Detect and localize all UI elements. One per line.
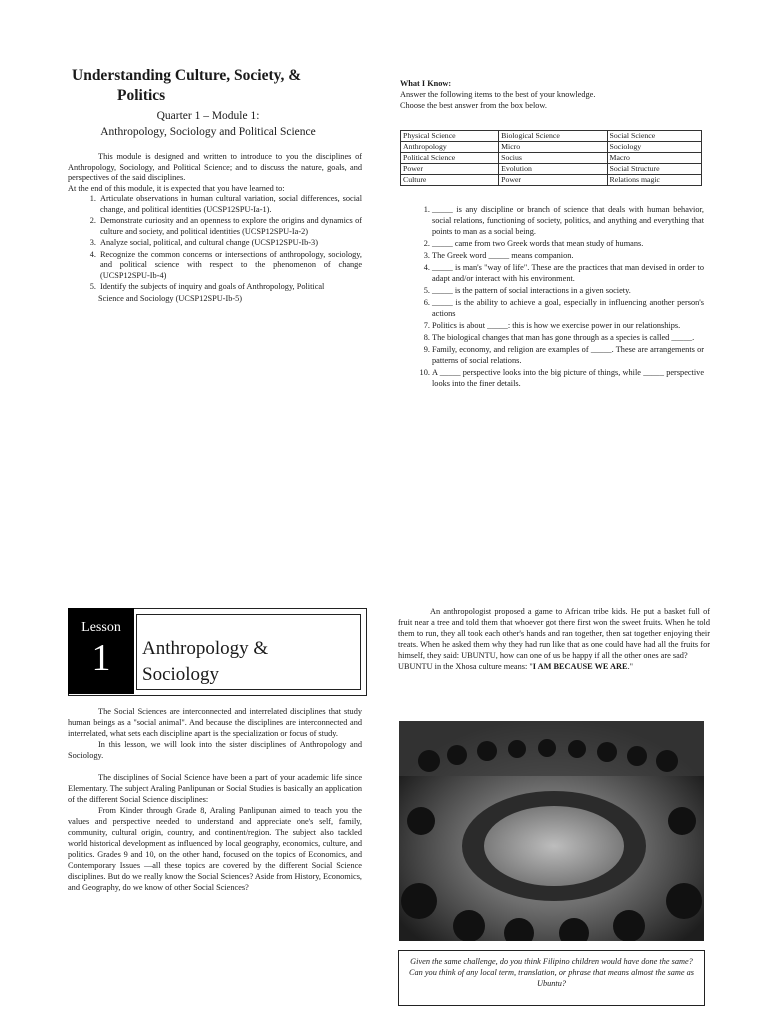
lesson-paragraph: The Social Sciences are interconnected and interrelated disciplines that study human beings as a "social animal". And because the disciplines are interconnected and interrelated, what sets each discipline apart is the specialization or focus of study. <box>68 707 362 738</box>
lesson-paragraph: The disciplines of Social Science have been a part of your academic life since Elementary. The subject Araling Panlipunan or Social Studies is basically an application of the different Social Science disciplines: <box>68 773 362 804</box>
objectives-list <box>68 194 362 293</box>
table-cell: Sociology <box>607 142 701 153</box>
objective-item: 5. Identify the subjects of inquiry and goals of Anthropology, Political <box>98 282 362 293</box>
question-item: 7. Politics is about _____: this is how we exercise power in our relationships. <box>432 320 704 331</box>
instruction-2: Choose the best answer from the box below. <box>400 101 547 110</box>
objectives-lead: At the end of this module, it is expected that you have learned to: <box>68 183 285 193</box>
objective-item: 1. Articulate observations in human cultural variation, social differences, social change, and political identities (UCSP12SPU-Ia-1). <box>98 194 362 215</box>
ubuntu-story <box>398 606 710 672</box>
intro-paragraph: This module is designed and written to introduce to you the disciplines of Anthropology, Sociology, and Political Science; and to discuss the nature, goals, and perspectives of the said disciplines. <box>68 152 362 182</box>
lesson-body <box>68 706 362 893</box>
question-item: 6. _____ is the ability to achieve a goal, especially in influencing another person's actions <box>432 297 704 319</box>
table-cell: Power <box>401 164 499 175</box>
question-item: 5. _____ is the pattern of social interactions in a given society. <box>432 285 704 296</box>
question-item: 9. Family, economy, and religion are examples of _____. These are arrangements or patterns of social relations. <box>432 344 704 366</box>
objective-tail: Science and Sociology (UCSP12SPU-Ib-5) <box>98 293 243 303</box>
quarter-label: Quarter 1 – Module 1: <box>156 110 260 122</box>
lesson-title <box>142 636 268 688</box>
question-item: 1. _____ is any discipline or branch of science that deals with human behavior, social relations, functioning of society, politics, and anything and everything that points to man as a social being. <box>432 204 704 237</box>
table-cell: Culture <box>401 175 499 186</box>
ubuntu-prefix: UBUNTU in the Xhosa culture means: " <box>398 662 533 671</box>
objective-item: 2. Demonstrate curiosity and an openness to explore the origins and dynamics of culture and society, and political identities (UCSP12SPU-Ia-2) <box>98 216 362 237</box>
table-row <box>401 153 702 164</box>
lesson-paragraph: From Kinder through Grade 8, Araling Panlipunan aimed to teach you the values and perspective needed to understand and appreciate one's self, family, community, cultural origin, country, and continent/region. The subject also tackled world historical development as influenced by local geography, economics, culture, and politics. Grades 9 and 10, on the other hand, focused on the topics of Economics, and Contemporary Issues —all these topics are covered by the different Social Science disciplines. But do we really know the Social Sciences? Aside from History, Economics, and Geography, do we know of other Social Sciences? <box>68 806 362 892</box>
table-row <box>401 131 702 142</box>
table-cell: Social Science <box>607 131 701 142</box>
photo-caption: Given the same challenge, do you think Filipino children would have done the same? Can you think of any local term, translation, or phrase that means almost the same as Ubuntu? <box>408 957 695 988</box>
table-cell: Evolution <box>499 164 607 175</box>
children-circle-photo <box>399 721 704 941</box>
what-i-know-header <box>400 78 710 111</box>
title-line-1: Understanding Culture, Society, & <box>72 67 302 84</box>
table-cell: Political Science <box>401 153 499 164</box>
table-cell: Social Structure <box>607 164 701 175</box>
table-row <box>401 164 702 175</box>
ubuntu-meaning <box>398 661 710 672</box>
table-cell: Power <box>499 175 607 186</box>
title-line-2: Politics <box>117 87 166 104</box>
story-paragraph: An anthropologist proposed a game to African tribe kids. He put a basket full of fruit near a tree and told them that whoever got there first won the sweet fruits. When he told them to run, they all took each other's hands and ran together, then sat together enjoying their treats. When he asked them why they had run like that as one could have had all the fruits for himself, they said: UBUNTU, how can one of us be happy if all the other ones are sad? <box>398 607 710 660</box>
table-cell: Physical Science <box>401 131 499 142</box>
table-cell: Micro <box>499 142 607 153</box>
questions-section <box>400 204 704 390</box>
question-item: 4. _____ is man's "way of life". These are the practices that man devised in order to adapt and/or interact with his environment. <box>432 262 704 284</box>
question-item: 8. The biological changes that man has gone through as a species is called _____. <box>432 332 704 343</box>
intro-section <box>68 152 362 304</box>
module-title <box>72 66 342 106</box>
table-row <box>401 142 702 153</box>
lesson-number-block <box>68 608 134 694</box>
objective-item: 3. Analyze social, political, and cultural change (UCSP12SPU-Ib-3) <box>98 238 362 249</box>
table-cell: Socius <box>499 153 607 164</box>
instruction-1: Answer the following items to the best of your knowledge. <box>400 90 596 99</box>
table-cell: Biological Science <box>499 131 607 142</box>
questions-list <box>400 204 704 389</box>
ubuntu-quote: I AM BECAUSE WE ARE <box>532 662 628 671</box>
photo-caption-box <box>398 950 705 1006</box>
question-item: 10. A _____ perspective looks into the big picture of things, while _____ perspective looks into the finer details. <box>432 367 704 389</box>
module-name: Anthropology, Sociology and Political Science <box>100 126 316 138</box>
table-cell: Macro <box>607 153 701 164</box>
ubuntu-suffix: ." <box>627 662 634 671</box>
lesson-title-line-1: Anthropology & <box>142 638 269 659</box>
module-subtitle <box>68 108 348 140</box>
objective-item: 4. Recognize the common concerns or intersections of anthropology, sociology, and political science with respect to the phenomenon of change (UCSP12SPU-Ib-4) <box>98 250 362 282</box>
question-item: 3. The Greek word _____ means companion. <box>432 250 704 261</box>
table-cell: Anthropology <box>401 142 499 153</box>
table-row <box>401 175 702 186</box>
lesson-number: 1 <box>91 637 111 679</box>
lesson-title-line-2: Sociology <box>142 664 220 685</box>
lesson-paragraph: In this lesson, we will look into the sister disciplines of Anthropology and Sociology. <box>68 740 362 760</box>
what-i-know-heading: What I Know: <box>400 79 452 88</box>
question-item: 2. _____ came from two Greek words that mean study of humans. <box>432 238 704 249</box>
lesson-label: Lesson <box>81 620 121 635</box>
table-cell: Relations magic <box>607 175 701 186</box>
answer-box-table <box>400 130 702 186</box>
